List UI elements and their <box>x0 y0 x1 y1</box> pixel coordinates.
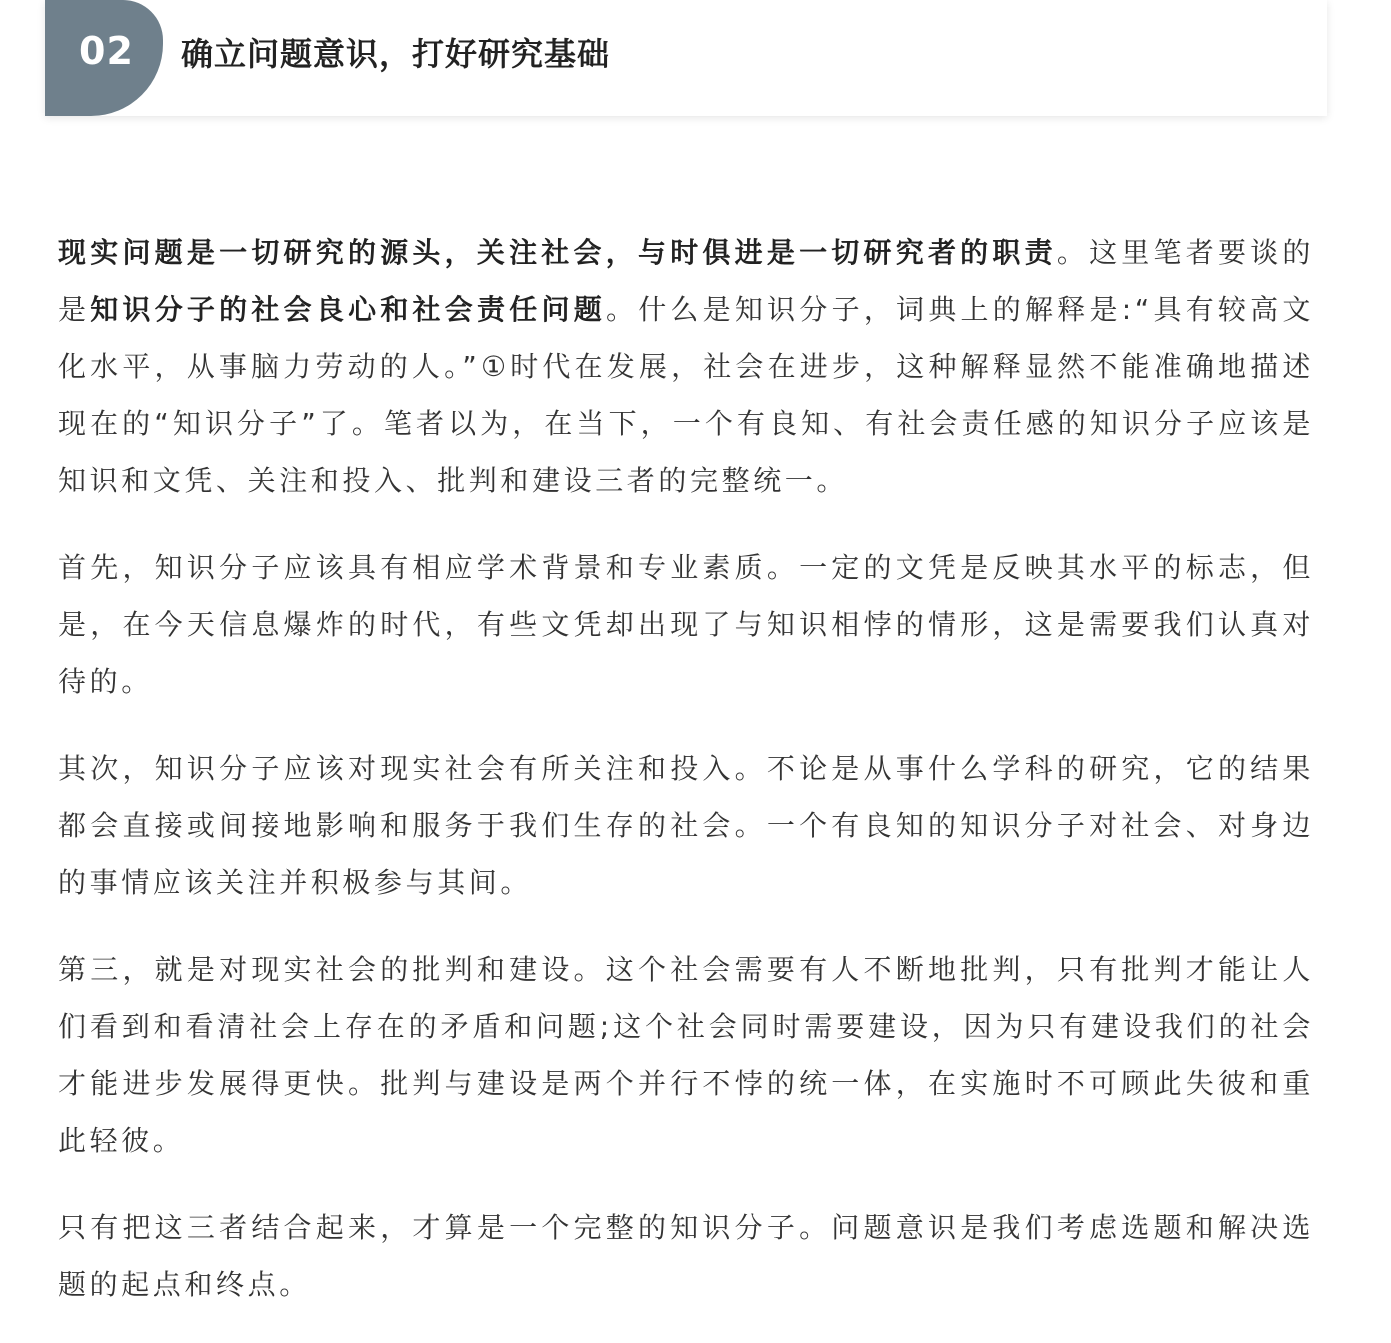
section-header <box>45 0 1327 116</box>
section-number: 02 <box>79 29 134 73</box>
article-body <box>58 224 1314 1343</box>
text-segment: 只有把这三者结合起来，才算是一个完整的知识分子。问题意识是我们考虑选题和解决选题的起点和终点。 <box>58 1211 1314 1301</box>
paragraph-3 <box>58 740 1314 911</box>
text-segment: 。什么是知识分子，词典上的解释是:“具有较高文化水平，从事脑力劳动的人。”①时代在发展，社会在进步，这种解释显然不能准确地描述现在的“知识分子”了。笔者以为，在当下，一个有良知、有社会责任感的知识分子应该是知识和文凭、关注和投入、批判和建设三者的完整统一。 <box>58 293 1314 497</box>
text-segment: 首先，知识分子应该具有相应学术背景和专业素质。一定的文凭是反映其水平的标志，但是，在今天信息爆炸的时代，有些文凭却出现了与知识相悖的情形，这是需要我们认真对待的。 <box>58 551 1314 698</box>
section-number-badge <box>45 0 163 116</box>
bold-phrase: 现实问题是一切研究的源头，关注社会，与时俱进是一切研究者的职责 <box>58 236 1057 269</box>
text-segment: 其次，知识分子应该对现实社会有所关注和投入。不论是从事什么学科的研究，它的结果都会直接或间接地影响和服务于我们生存的社会。一个有良知的知识分子对社会、对身边的事情应该关注并积极参与其间。 <box>58 752 1314 899</box>
paragraph-5 <box>58 1199 1314 1313</box>
paragraph-1 <box>58 224 1314 509</box>
bold-phrase: 知识分子的社会良心和社会责任问题 <box>90 293 606 326</box>
text-segment: 第三，就是对现实社会的批判和建设。这个社会需要有人不断地批判，只有批判才能让人们看到和看清社会上存在的矛盾和问题;这个社会同时需要建设，因为只有建设我们的社会才能进步发展得更快。批判与建设是两个并行不悖的统一体，在实施时不可顾此失彼和重此轻彼。 <box>58 953 1314 1157</box>
paragraph-2 <box>58 539 1314 710</box>
section-title: 确立问题意识，打好研究基础 <box>181 35 611 73</box>
text-segment: 。这里笔者要谈的是 <box>58 236 1314 326</box>
paragraph-4 <box>58 941 1314 1169</box>
